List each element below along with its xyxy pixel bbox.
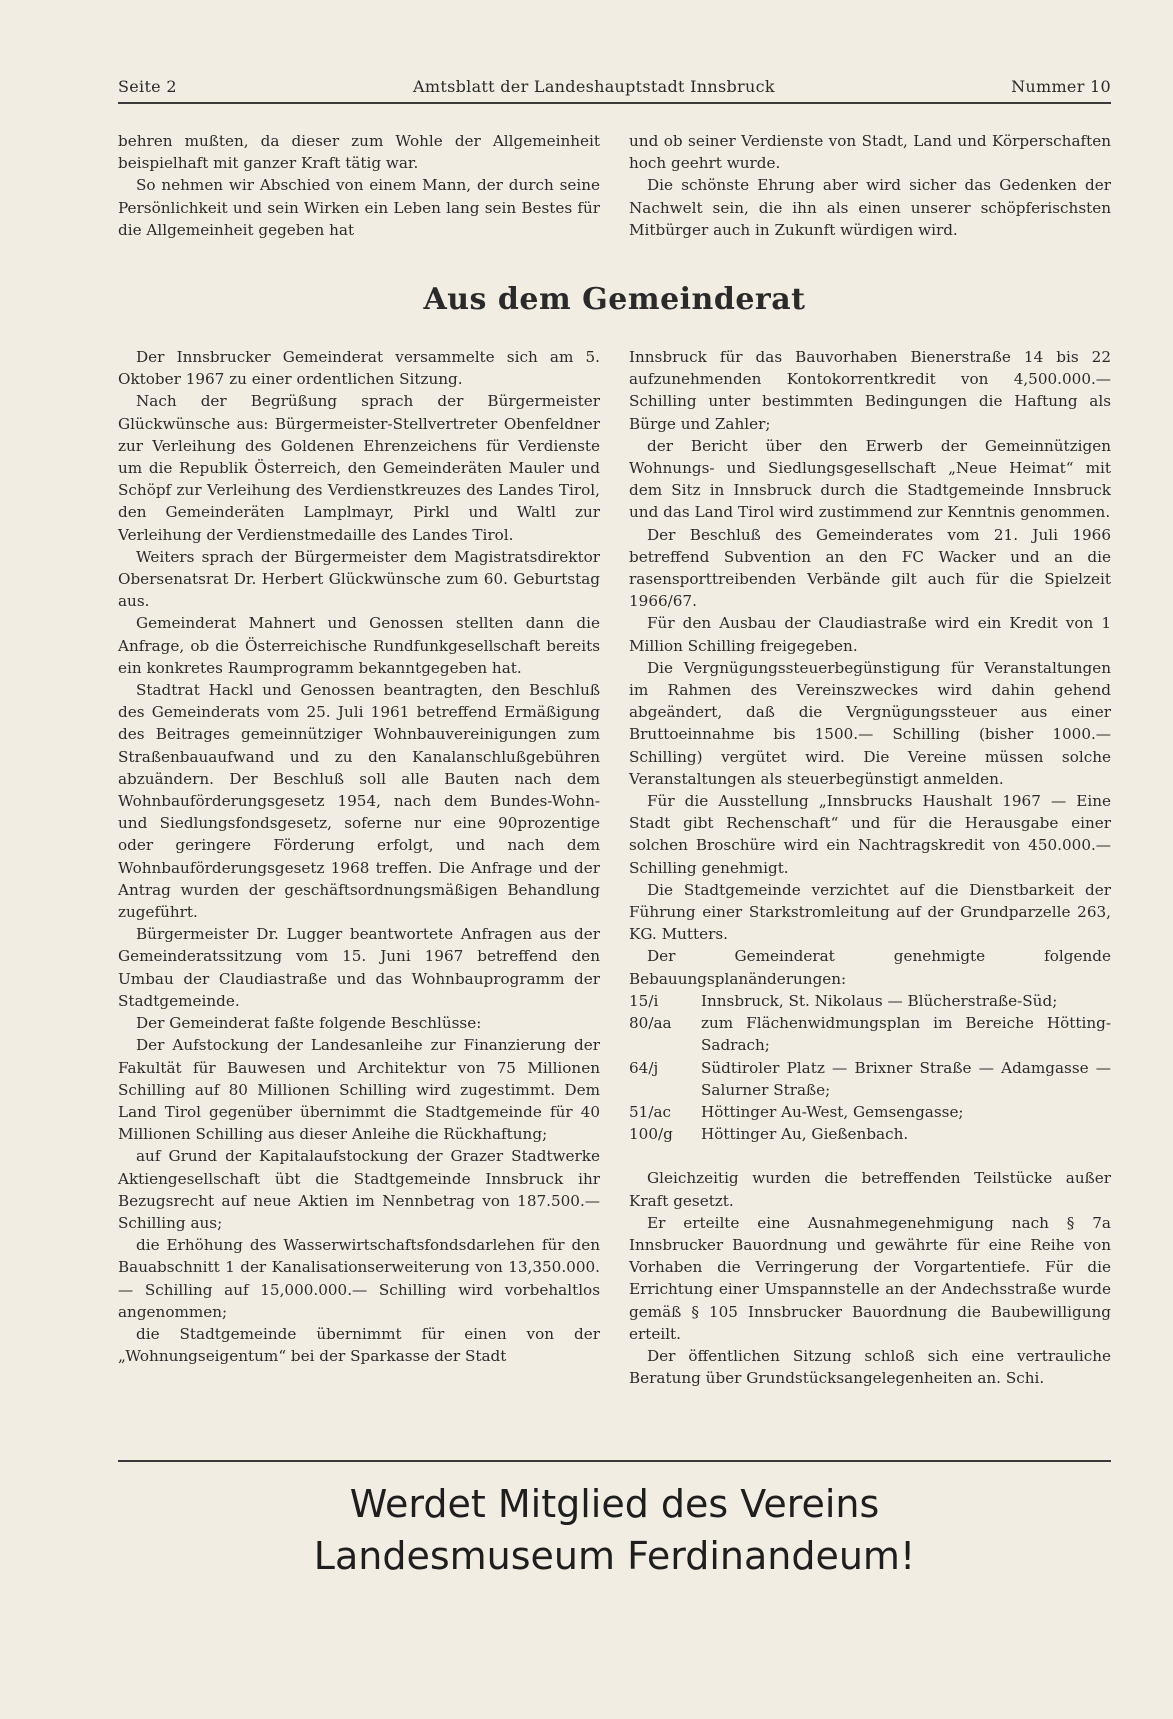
paragraph: behren mußten, da dieser zum Wohle der Allgemeinheit beispielhaft mit ganzer Kraft tätig war.	[118, 132, 600, 173]
list-item	[629, 990, 1111, 1012]
paragraph: Bürgermeister Dr. Lugger beantwortete Anfragen aus der Gemeinderatssitzung vom 15. Juni 1967 betreffend den Umbau der Claudiastraße und das Wohnbauprogramm der Stadtgemeinde.	[118, 925, 600, 1010]
plan-description: Südtiroler Platz — Brixner Straße — Adamgasse — Salurner Straße;	[701, 1058, 1111, 1099]
plan-code: 100/g	[629, 1125, 673, 1144]
paragraph: Der öffentlichen Sitzung schloß sich eine vertrauliche Beratung über Grundstücksangelegenheiten an. Schi.	[629, 1346, 1111, 1388]
paragraph: die Erhöhung des Wasserwirtschaftsfondsdarlehen für den Bauabschnitt 1 der Kanalisationserweiterung von 13,350.000.— Schilling auf 15,000.000.— Schilling wird vorbehaltlos angenommen;	[118, 1236, 600, 1321]
spacer	[629, 1145, 1111, 1167]
membership-ad	[118, 1478, 1111, 1582]
paragraph: Gemeinderat Mahnert und Genossen stellten dann die Anfrage, ob die Österreichische Rundfunkgesellschaft bereits ein konkretes Raumprogramm bekanntgegeben hat.	[118, 614, 600, 677]
paragraph: Der Gemeinderat faßte folgende Beschlüsse:	[136, 1014, 482, 1033]
paragraph: Für den Ausbau der Claudiastraße wird ein Kredit von 1 Million Schilling freigegeben.	[629, 614, 1111, 655]
list-item	[629, 1123, 1111, 1145]
plan-code: 51/ac	[629, 1102, 672, 1121]
ad-line: Werdet Mitglied des Vereins	[349, 1482, 880, 1526]
plan-code: 15/i	[629, 991, 659, 1010]
paragraph: Die schönste Ehrung aber wird sicher das Gedenken der Nachwelt sein, die ihn als einen unserer schöpferischsten Mitbürger auch in Zukunft würdigen wird.	[629, 176, 1111, 239]
paragraph: Der Beschluß des Gemeinderates vom 21. Juli 1966 betreffend Subvention an den FC Wacker und an die rasensporttreibenden Verbände gilt auch für die Spielzeit 1966/67.	[629, 525, 1111, 611]
paragraph: Gleichzeitig wurden die betreffenden Teilstücke außer Kraft gesetzt.	[629, 1169, 1111, 1210]
paragraph: Weiters sprach der Bürgermeister dem Magistratsdirektor Obersenatsrat Dr. Herbert Glückwünsche zum 60. Geburtstag aus.	[118, 547, 600, 611]
obituary-right-column	[629, 130, 1111, 241]
section-heading: Aus dem Gemeinderat	[423, 282, 806, 317]
list-item	[629, 1101, 1111, 1123]
council-report	[118, 346, 1111, 1389]
report-left-column	[118, 346, 600, 1389]
paragraph: Innsbruck für das Bauvorhaben Bienerstraße 14 bis 22 aufzunehmenden Kontokorrentkredit von 4,500.000.— Schilling unter bestimmten Bedingungen die Haftung als Bürge und Zahler;	[629, 348, 1111, 433]
plan-description: Höttinger Au-West, Gemsengasse;	[701, 1102, 964, 1121]
paragraph: Stadtrat Hackl und Genossen beantragten, den Beschluß des Gemeinderats vom 25. Juli 1961 betreffend Ermäßigung des Beitrages gemeinnütziger Wohnbauvereinigungen zum Straßenbauaufwand und zu den Kanalanschlußgebühren abzuändern. Der Beschluß soll alle Bauten nach dem Wohnbauförderungsgesetz 1954, nach dem Bundes-Wohn- und Siedlungsfondsgesetz, soferne nur eine 90prozentige oder geringere Förderung erfolgt, und nach dem Wohnbauförderungsgesetz 1968 treffen. Die Anfrage und der Antrag wurden der geschäftsordnungsmäßigen Behandlung zugeführt.	[118, 681, 600, 922]
paragraph: Die Stadtgemeinde verzichtet auf die Dienstbarkeit der Führung einer Starkstromleitung auf der Grundparzelle 263, KG. Mutters.	[629, 880, 1111, 944]
plan-code: 64/j	[629, 1058, 659, 1077]
paragraph: So nehmen wir Abschied von einem Mann, der durch seine Persönlichkeit und sein Wirken ein Leben lang sein Bestes für die Allgemeinheit gegeben hat	[118, 176, 600, 239]
paragraph: Die Vergnügungssteuerbegünstigung für Veranstaltungen im Rahmen des Vereinszweckes wird dahin gehend abgeändert, daß die Vergnügungssteuer aus einer Bruttoeinnahme bis 1500.— Schilling (bisher 1000.— Schilling) vergütet wird. Die Vereine müssen solche Veranstaltungen als steuerbegünstigt anmelden.	[629, 658, 1111, 788]
paragraph: der Bericht über den Erwerb der Gemeinnützigen Wohnungs- und Siedlungsgesellschaft „Neue Heimat“ mit dem Sitz in Innsbruck durch die Stadtgemeinde Innsbruck und das Land Tirol wird zustimmend zur Kenntnis genommen.	[629, 436, 1111, 522]
obituary-left-column	[118, 130, 600, 241]
paragraph: Der Aufstockung der Landesanleihe zur Finanzierung der Fakultät für Bauwesen und Architektur von 75 Millionen Schilling auf 80 Millionen Schilling wird zugestimmt. Dem Land Tirol gegenüber übernimmt die Stadtgemeinde für 40 Millionen Schilling aus dieser Anleihe die Rückhaftung;	[118, 1036, 600, 1144]
paragraph: die Stadtgemeinde übernimmt für einen von der „Wohnungseigentum“ bei der Sparkasse der Stadt	[118, 1324, 600, 1366]
divider	[118, 1460, 1111, 1462]
paragraph: Der Innsbrucker Gemeinderat versammelte sich am 5. Oktober 1967 zu einer ordentlichen Sitzung.	[118, 348, 600, 389]
issue-number: Nummer 10	[1011, 77, 1111, 96]
plan-description: Höttinger Au, Gießenbach.	[701, 1125, 909, 1144]
paragraph: Nach der Begrüßung sprach der Bürgermeister Glückwünsche aus: Bürgermeister-Stellvertreter Obenfeldner zur Verleihung des Goldenen Ehrenzeichens für Verdienste um die Republik Österreich, den Gemeinderäten Mauler und Schöpf zur Verleihung des Verdienstkreuzes des Landes Tirol, den Gemeinderäten Lamplmayr, Pirkl und Waltl zur Verleihung der Verdienstmedaille des Landes Tirol.	[118, 392, 600, 544]
page-number: Seite 2	[118, 77, 177, 96]
report-right-column	[629, 346, 1111, 1389]
paragraph: Der Gemeinderat genehmigte folgende Bebauungsplanänderungen:	[629, 947, 1111, 988]
publication-title: Amtsblatt der Landeshauptstadt Innsbruck	[413, 77, 775, 96]
plan-description: Innsbruck, St. Nikolaus — Blücherstraße-Süd;	[701, 991, 1058, 1010]
paragraph: Er erteilte eine Ausnahmegenehmigung nach § 7a Innsbrucker Bauordnung und gewährte für eine Reihe von Vorhaben die Verringerung der Vorgartentiefe. Für die Errichtung einer Umspannstelle an der Andechsstraße wurde gemäß § 105 Innsbrucker Bauordnung die Baubewilligung erteilt.	[629, 1213, 1111, 1343]
paragraph: und ob seiner Verdienste von Stadt, Land und Körperschaften hoch geehrt wurde.	[629, 132, 1111, 173]
zoning-plan-list	[629, 990, 1111, 1145]
obituary-section	[118, 130, 1111, 241]
list-item	[629, 1012, 1111, 1056]
page-header	[118, 77, 1111, 104]
paragraph: Für die Ausstellung „Innsbrucks Haushalt 1967 — Eine Stadt gibt Rechenschaft“ und für die Herausgabe einer solchen Broschüre wird ein Nachtragskredit von 450.000.— Schilling genehmigt.	[629, 792, 1111, 877]
ad-line: Landesmuseum Ferdinandeum!	[313, 1534, 916, 1578]
paragraph: auf Grund der Kapitalaufstockung der Grazer Stadtwerke Aktiengesellschaft übt die Stadtgemeinde Innsbruck ihr Bezugsrecht auf neue Aktien im Nennbetrag von 187.500.— Schilling aus;	[118, 1147, 600, 1232]
list-item	[629, 1057, 1111, 1101]
plan-code: 80/aa	[629, 1014, 672, 1033]
plan-description: zum Flächenwidmungsplan im Bereiche Hötting-Sadrach;	[701, 1014, 1111, 1055]
